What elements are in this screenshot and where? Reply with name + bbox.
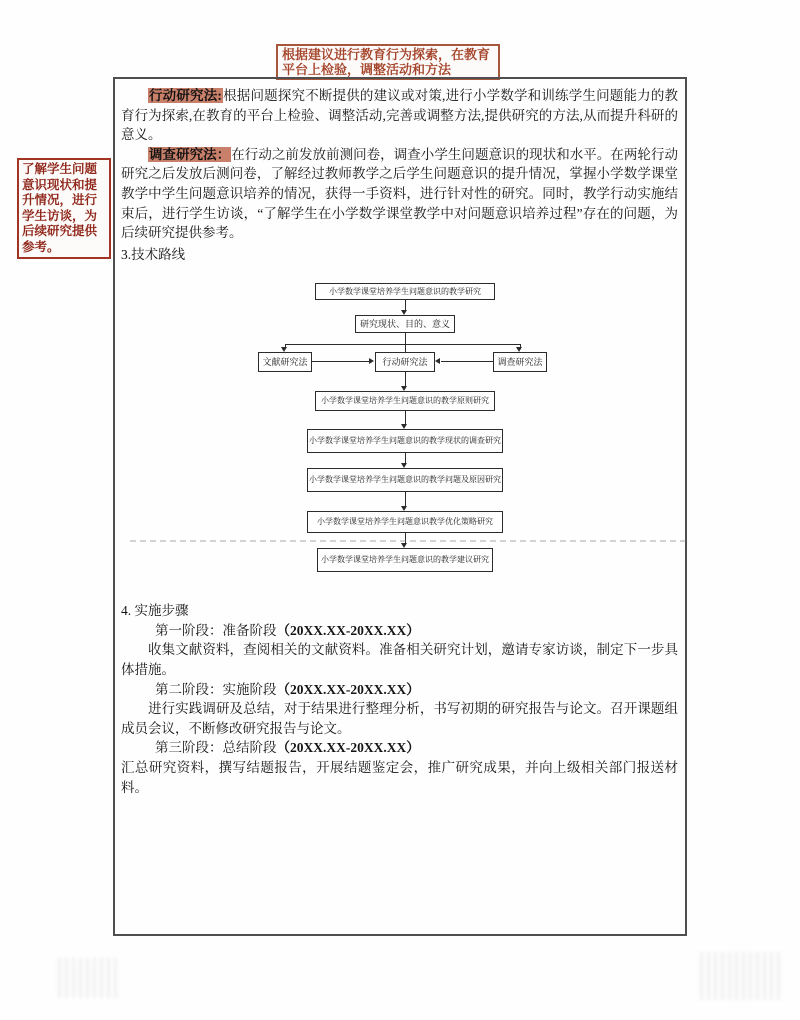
- paragraph-survey-research: [121, 145, 678, 243]
- paragraph-action-research-text: 根据问题探究不断提供的建议或对策,进行小学数学和训练学生问题能力的教育行为探索,在教育的平台上检验、调整活动,完善或调整方法,提供研究的方法,从而提升科研的意义。: [121, 88, 679, 143]
- flow-line: [405, 411, 406, 424]
- flow-node-status: 小学数学课堂培养学生问题意识的教学现状的调查研究: [307, 429, 503, 453]
- stage3-dates: （20XX.XX-20XX.XX）: [276, 740, 420, 756]
- arrow-right-icon: [369, 358, 374, 364]
- stage3-body: 汇总研究资料，撰写结题报告，开展结题鉴定会，推广研究成果，并向上级相关部门报送材料。: [121, 759, 678, 795]
- flow-line: [405, 300, 406, 310]
- highlighted-term-action-research[interactable]: 行动研究法:: [149, 88, 222, 103]
- stage2-label: 第二阶段：实施阶段: [155, 681, 277, 697]
- stage1-dates: （20XX.XX-20XX.XX）: [276, 622, 420, 638]
- stage3-title: [121, 738, 678, 758]
- flow-line: [405, 333, 406, 344]
- flow-line: [312, 361, 369, 362]
- section-heading-technical-route: 3.技术路线: [121, 246, 186, 262]
- highlighted-term-survey-research[interactable]: 调查研究法：: [149, 146, 231, 162]
- margin-comment-left[interactable]: 了解学生问题意识现状和提升情况，进行学生访谈，为后续研究提供参考。: [17, 158, 111, 259]
- flow-node-principle: 小学数学课堂培养学生问题意识的教学原则研究: [315, 391, 495, 411]
- flow-node-title: 小学数学课堂培养学生问题意识的教学研究: [315, 283, 495, 300]
- watermark-smudge: [700, 952, 780, 1000]
- section-heading-implementation-steps: 4. 实施步骤: [121, 602, 189, 618]
- margin-comment-top[interactable]: 根据建议进行教育行为探索，在教育平台上检验，调整活动和方法: [276, 44, 500, 80]
- flow-line: [405, 492, 406, 506]
- flow-node-problem: 小学数学课堂培养学生问题意识的教学问题及原因研究: [307, 468, 503, 492]
- stage3-label: 第三阶段：总结阶段: [155, 740, 277, 756]
- flow-node-survey: 调查研究法: [493, 352, 547, 372]
- flow-node-conclusion: 小学数学课堂培养学生问题意识的教学建议研究: [317, 548, 493, 572]
- technical-route-flowchart: [121, 281, 678, 577]
- paragraph-action-research: [121, 86, 678, 145]
- flow-line: [405, 344, 406, 352]
- stage2-body: 进行实践调研及总结，对于结果进行整理分析，书写初期的研究报告与论文。召开课题组成员会议，不断修改研究报告与论文。: [121, 701, 678, 736]
- stage1-body: 收集文献资料，查阅相关的文献资料。准备相关研究计划，邀请专家访谈，制定下一步具体措施。: [121, 642, 678, 677]
- flow-line: [405, 372, 406, 386]
- paragraph-survey-research-text: 在行动之前发放前测问卷，调查小学生问题意识的现状和水平。在两轮行动研究之后发放后测问卷，了解经过教师教学之后学生问题意识的提升情况，掌握小学数学课堂教学中学生问题意识培养的情况，获得一手资料，进行针对性的研究。同时，教学行动实施结束后，进行学生访谈，“了解学生在小学数学课堂教学中对问题意识培养过程”存在的问题，为后续研究提供参考。: [121, 146, 679, 241]
- flow-branch-line: [285, 344, 521, 345]
- watermark-dash-line: [130, 540, 686, 542]
- stage2-title: [121, 680, 678, 700]
- stage2-dates: （20XX.XX-20XX.XX）: [276, 681, 420, 697]
- flow-line: [441, 361, 493, 362]
- watermark-smudge: [58, 958, 120, 998]
- flow-node-strategy: 小学数学课堂培养学生问题意识教学优化策略研究: [307, 511, 503, 533]
- flow-node-literature: 文献研究法: [258, 352, 312, 372]
- flow-node-overview: 研究现状、目的、意义: [355, 315, 455, 333]
- stage1-label: 第一阶段：准备阶段: [155, 622, 277, 638]
- arrow-left-icon: [435, 358, 440, 364]
- flow-line: [405, 453, 406, 463]
- flow-node-action: 行动研究法: [375, 352, 435, 372]
- document-table-cell: [113, 77, 687, 936]
- stage1-title: [121, 621, 678, 641]
